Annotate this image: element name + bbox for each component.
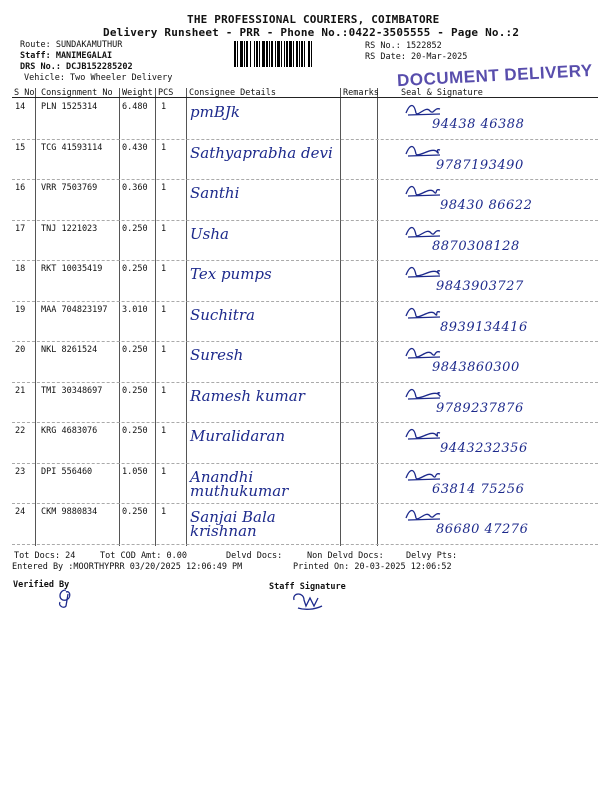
row-consignment-no: VRR 7503769 — [41, 183, 98, 193]
row-signature — [404, 223, 444, 241]
col-remarks-header: Remarks — [343, 88, 379, 98]
row-sno: 15 — [15, 142, 26, 153]
delivery-points: Delvy Pts: — [406, 551, 458, 561]
row-weight: 0.250 — [122, 385, 148, 396]
row-sno: 17 — [15, 223, 26, 234]
col-pcs-header: PCS — [158, 88, 174, 98]
printed-on: Printed On: 20-03-2025 12:06:52 — [293, 562, 452, 572]
row-pcs: 1 — [161, 385, 167, 396]
row-pcs: 1 — [161, 304, 167, 315]
row-consignment-no: TNJ 1221023 — [41, 223, 98, 234]
row-consignment-no: MAA 704823197 — [41, 304, 108, 315]
delivered-docs: Delvd Docs: — [226, 551, 283, 561]
row-signature — [404, 182, 444, 200]
row-divider — [12, 544, 598, 545]
vehicle-label: Vehicle: Two Wheeler Delivery — [24, 73, 173, 83]
row-consignee-name: pmBJk — [190, 103, 240, 121]
table-row — [12, 383, 598, 424]
row-consignee-name: Sathyaprabha devi — [190, 143, 333, 162]
row-weight: 0.250 — [122, 507, 148, 517]
row-pcs: 1 — [161, 102, 167, 112]
row-consignment-no: TMI 30348697 — [41, 385, 103, 396]
row-phone: 86680 47276 — [436, 522, 529, 537]
table-row — [12, 221, 598, 262]
staff-label: Staff: MANIMEGALAI — [20, 51, 113, 61]
row-consignee-name: Suresh — [190, 346, 244, 364]
route-label: Route: SUNDAKAMUTHUR — [20, 40, 123, 50]
table-row — [12, 464, 598, 505]
table-row — [12, 99, 598, 140]
row-phone: 9789237876 — [436, 400, 524, 416]
row-pcs: 1 — [161, 507, 167, 517]
barcode-icon — [234, 41, 360, 67]
rs-number: RS No.: 1522852 — [365, 41, 442, 51]
runsheet-table — [12, 88, 598, 546]
row-signature — [404, 385, 444, 403]
row-consignee-name: Anandhi muthukumar — [190, 467, 289, 500]
row-pcs: 1 — [161, 264, 167, 274]
total-docs: Tot Docs: 24 — [14, 551, 76, 561]
row-consignment-no: RKT 10035419 — [41, 264, 103, 274]
row-phone: 9843860300 — [432, 360, 520, 375]
row-phone: 8939134416 — [440, 319, 528, 335]
row-consignee-name: Usha — [190, 224, 229, 243]
entered-by: Entered By :MOORTHYPRR 03/20/2025 12:06:49 PM — [12, 562, 243, 572]
row-consignee-name: Sanjai Bala krishnan — [190, 508, 276, 540]
col-weight-header: Weight — [122, 88, 153, 98]
row-weight: 3.010 — [122, 304, 148, 315]
row-sno: 21 — [15, 385, 26, 396]
row-sno: 14 — [15, 102, 26, 112]
col-seal-header: Seal & Signature — [401, 88, 483, 98]
row-phone: 9787193490 — [436, 157, 524, 173]
row-signature — [404, 344, 444, 362]
table-row — [12, 140, 598, 181]
row-phone: 8870308128 — [432, 238, 520, 254]
row-signature — [404, 101, 444, 119]
row-consignment-no: PLN 1525314 — [41, 102, 98, 112]
table-row — [12, 423, 598, 464]
row-consignment-no: DPI 556460 — [41, 466, 93, 477]
row-pcs: 1 — [161, 345, 167, 355]
non-delivered-docs: Non Delvd Docs: — [307, 551, 384, 561]
row-phone: 9443232356 — [440, 441, 528, 456]
row-signature — [404, 506, 444, 524]
row-sno: 19 — [15, 304, 26, 315]
row-signature — [404, 142, 444, 160]
document-delivery-stamp: DOCUMENT DELIVERY — [396, 60, 594, 91]
row-pcs: 1 — [161, 466, 167, 477]
row-weight: 0.360 — [122, 183, 148, 193]
row-phone: 98430 86622 — [440, 198, 533, 213]
table-row — [12, 342, 598, 383]
row-signature — [404, 263, 444, 281]
staff-signature — [290, 590, 326, 612]
row-consignee-name: Suchitra — [190, 305, 255, 324]
row-sno: 18 — [15, 264, 26, 274]
company-title: THE PROFESSIONAL COURIERS, COIMBATORE — [187, 13, 440, 26]
row-consignment-no: TCG 41593114 — [41, 142, 103, 153]
total-cod: Tot COD Amt: 0.00 — [100, 551, 187, 561]
row-weight: 1.050 — [122, 466, 148, 477]
row-pcs: 1 — [161, 183, 167, 193]
table-row — [12, 302, 598, 343]
row-consignee-name: Muralidaran — [190, 427, 286, 445]
row-consignee-name: Tex pumps — [190, 265, 272, 283]
row-weight: 6.480 — [122, 102, 148, 112]
col-consignee-header: Consignee Details — [189, 88, 276, 98]
runsheet-subtitle: Delivery Runsheet - PRR - Phone No.:0422-3505555 - Page No.:2 — [103, 26, 520, 39]
verified-by-label: Verified By — [13, 580, 70, 590]
staff-signature-label: Staff Signature — [269, 582, 346, 592]
row-sno: 24 — [15, 507, 26, 517]
row-consignment-no: NKL 8261524 — [41, 345, 98, 355]
row-signature — [404, 466, 444, 484]
table-row — [12, 180, 598, 221]
row-sno: 20 — [15, 345, 26, 355]
row-sno: 16 — [15, 183, 26, 193]
row-sno: 23 — [15, 466, 26, 477]
row-consignment-no: CKM 9880834 — [41, 507, 98, 517]
rs-date: RS Date: 20-Mar-2025 — [365, 52, 468, 62]
table-row — [12, 261, 598, 302]
row-phone: 9843903727 — [436, 279, 524, 294]
row-consignment-no: KRG 4683076 — [41, 426, 98, 436]
row-pcs: 1 — [161, 223, 167, 234]
row-phone: 94438 46388 — [432, 117, 525, 132]
row-pcs: 1 — [161, 426, 167, 436]
verified-signature — [52, 584, 82, 610]
row-weight: 0.250 — [122, 345, 148, 355]
row-pcs: 1 — [161, 142, 167, 153]
row-consignee-name: Santhi — [190, 184, 240, 202]
row-weight: 0.250 — [122, 426, 148, 436]
col-consignment-header: Consignment No — [41, 88, 113, 98]
drs-number: DRS No.: DCJB152285202 — [20, 62, 133, 72]
row-consignee-name: Ramesh kumar — [190, 386, 305, 405]
row-weight: 0.250 — [122, 264, 148, 274]
row-signature — [404, 425, 444, 443]
col-sno-header: S No — [14, 88, 35, 98]
row-weight: 0.250 — [122, 223, 148, 234]
table-row — [12, 504, 598, 545]
row-weight: 0.430 — [122, 142, 148, 153]
row-sno: 22 — [15, 426, 26, 436]
row-signature — [404, 304, 444, 322]
row-phone: 63814 75256 — [432, 481, 525, 497]
